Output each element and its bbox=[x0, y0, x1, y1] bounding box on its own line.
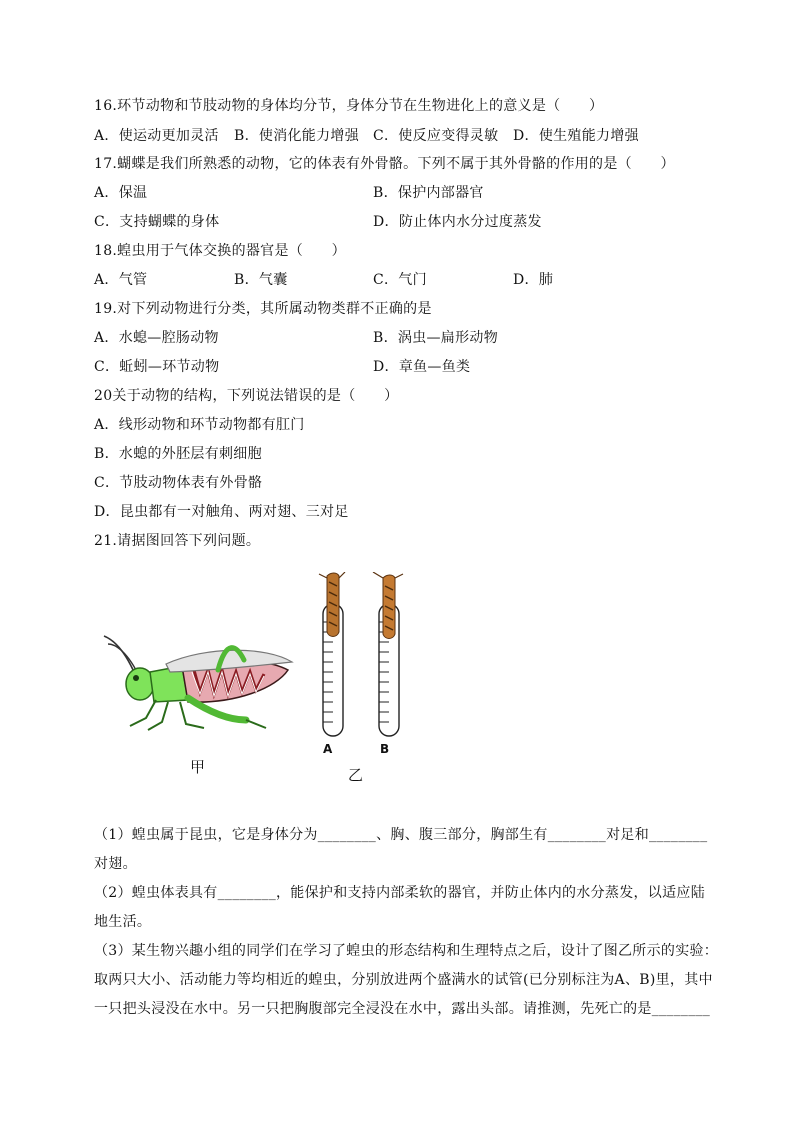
q18-option-d: D．肺 bbox=[513, 272, 554, 288]
q16-option-b: B．使消化能力增强 bbox=[234, 128, 359, 144]
q20-option-c: C．节肢动物体表有外骨骼 bbox=[94, 475, 263, 491]
q20-option-a: A．线形动物和环节动物都有肛门 bbox=[94, 417, 305, 433]
q21-sub2-line1: （2）蝗虫体表具有________，能保护和支持内部柔软的器官，并防止体内的水分蒸发，以适应陆 bbox=[94, 885, 706, 901]
q17-stem: 17.蝴蝶是我们所熟悉的动物，它的体表有外骨骼。下列不属于其外骨骼的作用的是（ ） bbox=[94, 156, 675, 172]
figure-label-jia: 甲 bbox=[190, 758, 206, 776]
q21-figure bbox=[96, 570, 426, 790]
q17-option-b: B．保护内部器官 bbox=[373, 185, 484, 201]
q21-sub1-line1: （1）蝗虫属于昆虫，它是身体分为________、胸、腹三部分，胸部生有________对足和________ bbox=[94, 827, 708, 843]
figure-label-yi: 乙 bbox=[348, 766, 364, 784]
q21-sub3-line3: 一只把头浸没在水中。另一只把胸腹部完全浸没在水中，露出头部。请推测，先死亡的是________ bbox=[94, 1001, 711, 1017]
q18-option-c: C．气门 bbox=[373, 272, 427, 288]
q21-sub3-line1: （3）某生物兴趣小组的同学们在学习了蝗虫的形态结构和生理特点之后，设计了图乙所示的实验： bbox=[94, 943, 719, 959]
q20-stem: 20关于动物的结构，下列说法错误的是（ ） bbox=[94, 388, 399, 404]
q17-option-a: A．保温 bbox=[94, 185, 148, 201]
q19-option-a: A．水螅—腔肠动物 bbox=[94, 330, 219, 346]
q16-stem: 16.环节动物和节肢动物的身体均分节，身体分节在生物进化上的意义是（ ） bbox=[94, 98, 604, 114]
q18-option-b: B．气囊 bbox=[234, 272, 288, 288]
q21-sub1-line2: 对翅。 bbox=[94, 856, 137, 872]
q21-stem: 21.请据图回答下列问题。 bbox=[94, 533, 261, 549]
q20-option-d: D．昆虫都有一对触角、两对翅、三对足 bbox=[94, 504, 349, 520]
q16-option-a: A．使运动更加灵活 bbox=[94, 128, 219, 144]
q21-sub3-line2: 取两只大小、活动能力等均相近的蝗虫，分别放进两个盛满水的试管(已分别标注为A、B)里，其中 bbox=[94, 972, 713, 988]
q21-sub2-line2: 地生活。 bbox=[94, 914, 152, 930]
q20-option-b: B．水螅的外胚层有刺细胞 bbox=[94, 446, 262, 462]
grasshopper-illustration bbox=[96, 600, 296, 740]
q17-option-d: D．防止体内水分过度蒸发 bbox=[373, 214, 542, 230]
tube-label-a: A bbox=[323, 742, 333, 756]
q17-option-c: C．支持蝴蝶的身体 bbox=[94, 214, 220, 230]
q19-option-c: C．蚯蚓—环节动物 bbox=[94, 359, 220, 375]
q19-option-b: B．涡虫—扁形动物 bbox=[373, 330, 498, 346]
q16-option-d: D．使生殖能力增强 bbox=[513, 128, 639, 144]
q19-option-d: D．章鱼—鱼类 bbox=[373, 359, 471, 375]
q18-stem: 18.蝗虫用于气体交换的器官是（ ） bbox=[94, 243, 346, 259]
tube-label-b: B bbox=[380, 742, 390, 756]
q16-option-c: C．使反应变得灵敏 bbox=[373, 128, 499, 144]
q18-option-a: A．气管 bbox=[94, 272, 148, 288]
q19-stem: 19.对下列动物进行分类，其所属动物类群不正确的是 bbox=[94, 301, 432, 317]
test-tubes-illustration bbox=[311, 572, 421, 752]
